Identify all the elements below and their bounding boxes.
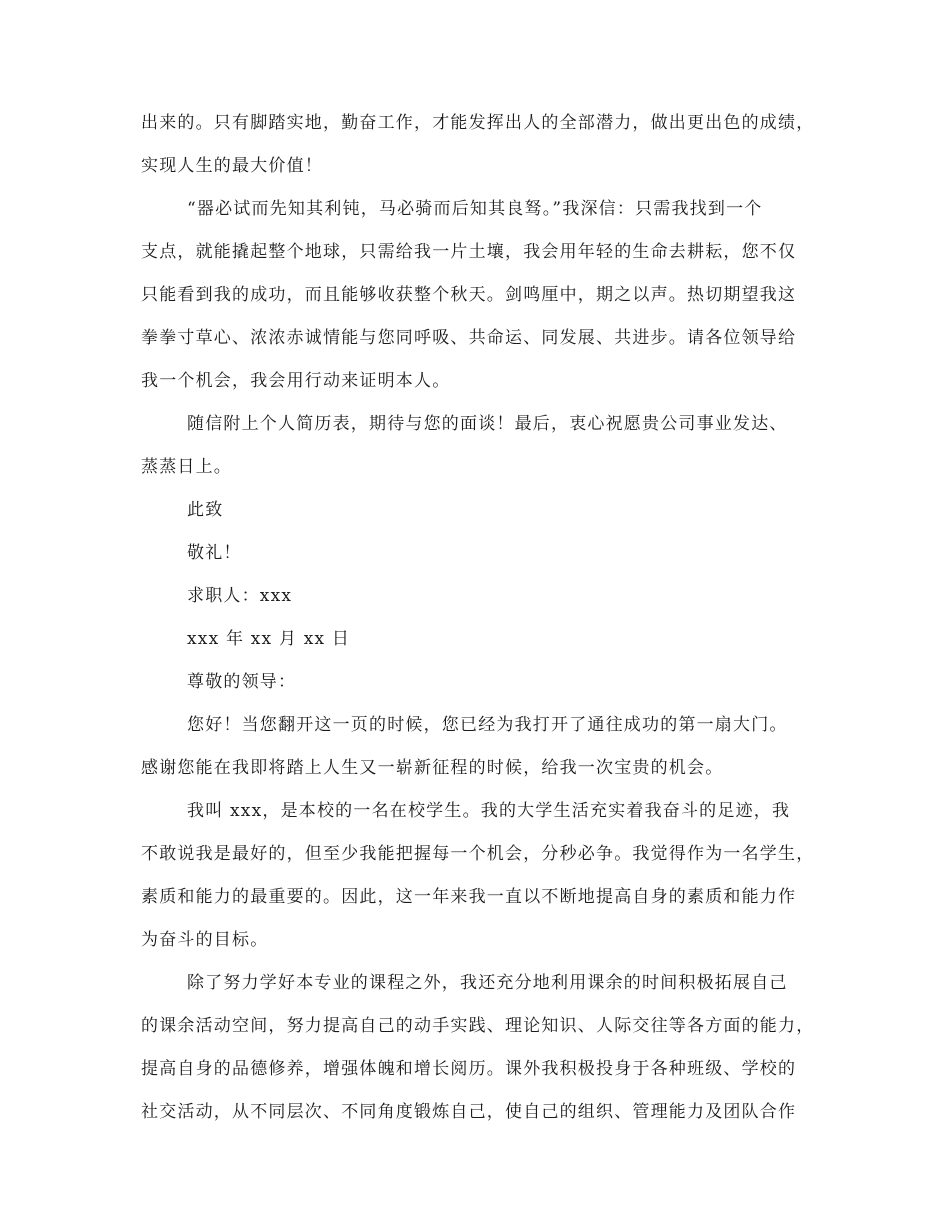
text-line: 提高自身的品德修养，增强体魄和增长阅历。课外我积极投身于各种班级、学校的 xyxy=(141,1059,797,1079)
text-line: 只能看到我的成功，而且能够收获整个秋天。剑鸣厘中，期之以声。热切期望我这 xyxy=(141,285,797,305)
applicant-line: 求职人：xxx xyxy=(187,586,293,606)
text-line: 社交活动，从不同层次、不同角度锻炼自己，使自己的组织、管理能力及团队合作 xyxy=(141,1102,797,1122)
text-line: 支点，就能撬起整个地球，只需给我一片土壤，我会用年轻的生命去耕耘，您不仅 xyxy=(141,242,797,262)
closing-line: 此致 xyxy=(187,500,224,520)
greeting-line: 尊敬的领导： xyxy=(187,672,297,692)
text-line: 感谢您能在我即将踏上人生又一崭新征程的时候，给我一次宝贵的机会。 xyxy=(141,758,724,778)
text-line: 随信附上个人简历表，期待与您的面谈！最后，衷心祝愿贵公司事业发达、 xyxy=(187,414,788,434)
text-line: 您好！当您翻开这一页的时候，您已经为我打开了通往成功的第一扇大门。 xyxy=(187,715,788,735)
text-line: 的课余活动空间，努力提高自己的动手实践、理论知识、人际交往等各方面的能力， xyxy=(141,1016,815,1036)
salutation-line: 敬礼！ xyxy=(187,543,242,563)
text-line: 蒸蒸日上。 xyxy=(141,457,232,477)
text-line: 我一个机会，我会用行动来证明本人。 xyxy=(141,371,451,391)
date-line: xxx 年 xx 月 xx 日 xyxy=(187,629,351,649)
text-line: 出来的。只有脚踏实地，勤奋工作，才能发挥出人的全部潜力，做出更出色的成绩， xyxy=(141,113,815,133)
text-line: 不敢说我是最好的，但至少我能把握每一个机会，分秒必争。我觉得作为一名学生， xyxy=(141,844,815,864)
text-line: “器必试而先知其利钝，马必骑而后知其良驽。”我深信：只需我找到一个 xyxy=(187,199,763,219)
text-line: 实现人生的最大价值！ xyxy=(141,156,323,176)
text-line: 为奋斗的目标。 xyxy=(141,930,269,950)
text-line: 素质和能力的最重要的。因此，这一年来我一直以不断地提高自身的素质和能力作 xyxy=(141,887,797,907)
text-line: 我叫 xxx，是本校的一名在校学生。我的大学生活充实着我奋斗的足迹，我 xyxy=(187,801,791,821)
text-line: 除了努力学好本专业的课程之外，我还充分地利用课余的时间积极拓展自己 xyxy=(187,973,788,993)
text-line: 拳拳寸草心、浓浓赤诚情能与您同呼吸、共命运、同发展、共进步。请各位领导给 xyxy=(141,328,797,348)
